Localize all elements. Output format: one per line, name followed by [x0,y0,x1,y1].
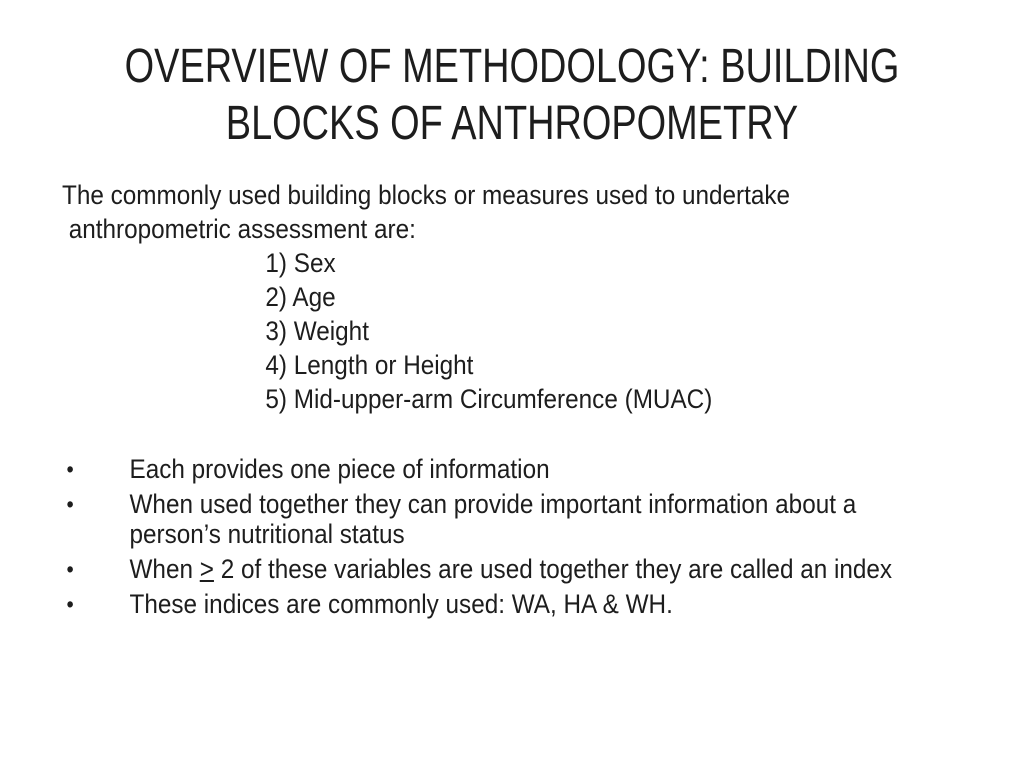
bullet-icon: • [66,556,74,582]
bullet-item-4 [62,589,967,619]
underlined-greater-than: > [199,554,214,584]
bullet-text-prefix: When [129,554,200,584]
numbered-item-age: 2) Age [265,282,336,312]
bullet-icon: • [66,491,74,517]
bullet-text-suffix: 2 of these variables are used together they are called an index [213,554,893,584]
bullet-text-4 [130,589,967,619]
numbered-item-weight: 3) Weight [265,316,369,346]
bullet-list [62,454,967,624]
numbered-item-muac: 5) Mid-upper-arm Circumference (MUAC) [265,384,713,414]
numbered-item-length-or-height: 4) Length or Height [265,350,474,380]
bullet-icon: • [66,591,74,617]
bullet-text-1 [130,454,967,484]
bullet-text-line: These indices are commonly used: WA, HA & WH. [129,589,673,619]
slide-title-line-1: OVERVIEW OF METHODOLOGY: BUILDING [124,40,900,93]
bullet-text-line [130,554,967,584]
bullet-item-3 [62,554,967,584]
lead-line-1: The commonly used building blocks or measures used to undertake [62,180,791,210]
bullet-text-line: person’s nutritional status [129,519,405,549]
bullet-icon: • [66,456,74,482]
bullet-text-line: When used together they can provide important information about a [129,489,857,519]
bullet-text-3 [130,554,967,584]
bullet-text-2 [130,489,967,549]
slide-title [108,38,917,152]
bullet-item-1 [62,454,967,484]
lead-line-2: anthropometric assessment are: [62,214,416,244]
bullet-item-2 [62,489,967,549]
lead-paragraph [62,178,908,416]
slide-title-line-2: BLOCKS OF ANTHROPOMETRY [225,97,799,150]
numbered-item-sex: 1) Sex [265,248,336,278]
bullet-text-line: Each provides one piece of information [129,454,550,484]
